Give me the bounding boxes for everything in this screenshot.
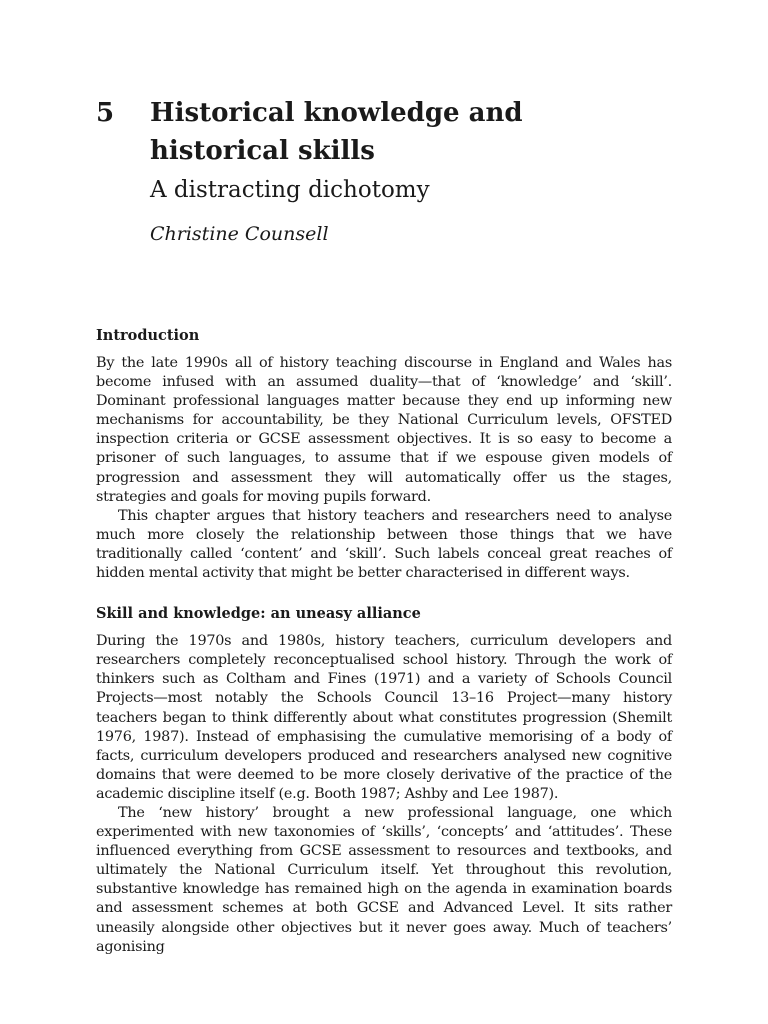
paragraph: By the late 1990s all of history teaching discourse in England and Wales has become infused with an assumed duality—that of ‘knowledge’ and ‘skill’. Dominant professional languages matter because they end up informing new mechanisms for accountability, be they National Curriculum levels, OFSTED inspection criteria or GCSE assessment objectives. It is so easy to become a prisoner of such languages, to assume that if we espouse given models of progression and assessment they will automatically offer us the stages, strategies and goals for moving pupils forward. [96,355,672,505]
chapter-number: 5 [96,98,115,128]
paragraph: The ‘new history’ brought a new professional language, one which experimented with new taxonomies of ‘skills’, ‘concepts’ and ‘attitudes’. These influenced everything from GCSE assessment to resources and textbooks, and ultimately the National Curriculum itself. Yet throughout this revolution, substantive knowledge has remained high on the agenda in examination boards and assessment schemes at both GCSE and Advanced Level. It sits rather uneasily alongside other objectives but it never goes away. Much of teachers’ agonising [96,804,672,955]
section-heading-introduction: Introduction [96,327,200,344]
paragraph: During the 1970s and 1980s, history teachers, curriculum developers and researchers completely reconceptualised school history. Through the work of thinkers such as Coltham and Fines (1971) and a variety of Schools Council Projects—most notably the Schools Council 13–16 Project—many history teachers began to think differently about what constitutes progression (Shemilt 1976, 1987). Instead of emphasising the cumulative memorising of a body of facts, curriculum developers produced and researchers analysed new cognitive domains that were deemed to be more closely derivative of the practice of the academic discipline itself (e.g. Booth 1987; Ashby and Lee 1987). [96,633,672,802]
paragraph: This chapter argues that history teachers and researchers need to analyse much more closely the relationship between those things that we have traditionally called ‘content’ and ‘skill’. Such labels conceal great reaches of hidden mental activity that might be better characterised in different ways. [96,507,672,582]
chapter-title-row [96,94,696,170]
chapter-header [96,94,696,248]
section-heading-skill-and-knowledge: Skill and knowledge: an uneasy alliance [96,605,421,623]
chapter-title: Historical knowledge and historical skills [150,98,523,166]
body-text [96,326,672,957]
chapter-author: Christine Counsell [150,223,329,245]
chapter-subtitle: A distracting dichotomy [150,177,430,203]
